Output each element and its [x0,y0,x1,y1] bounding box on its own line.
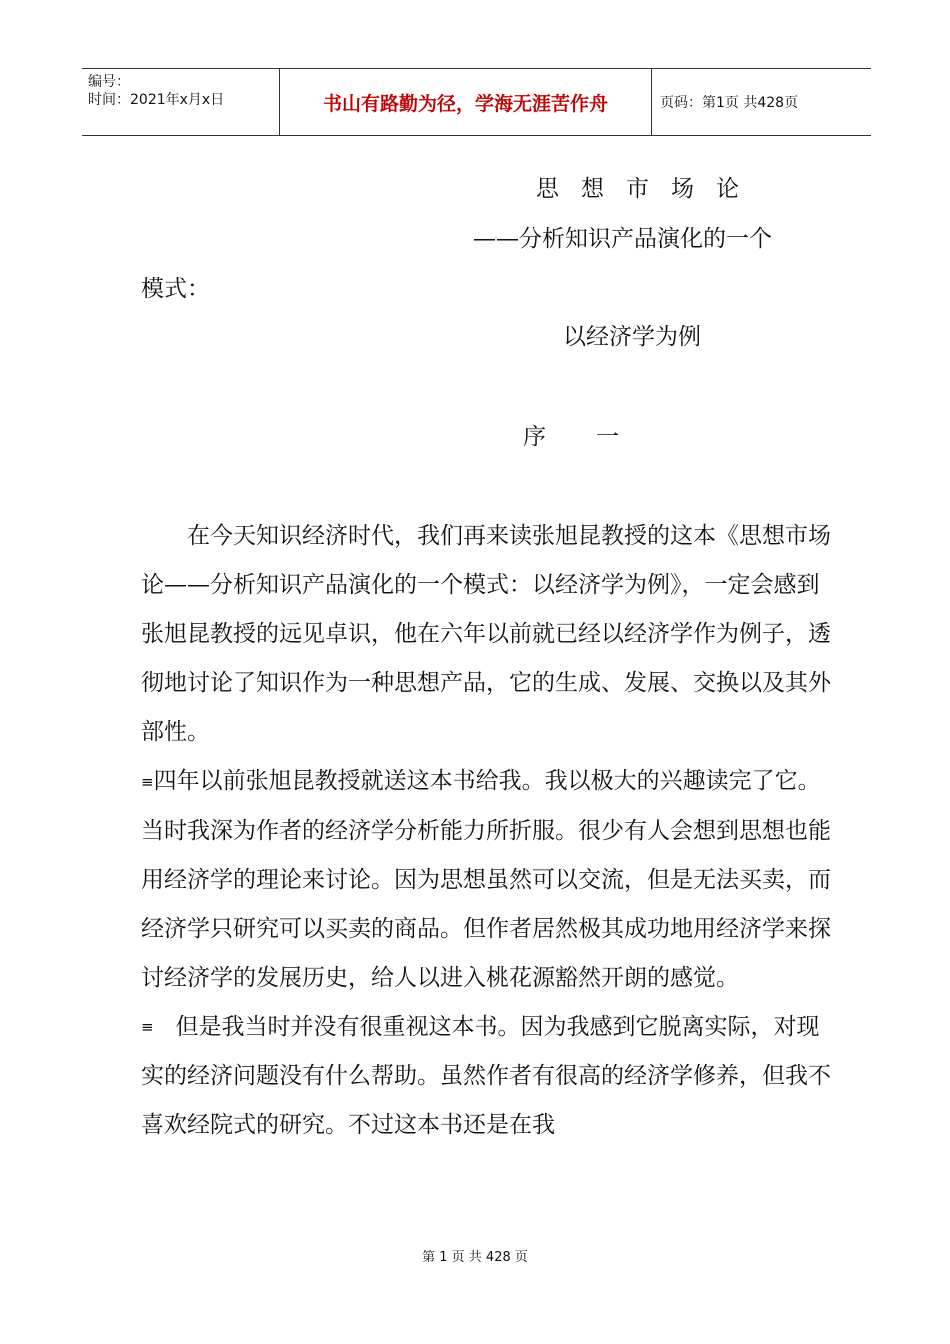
paragraph-2 [141,757,841,1003]
paragraph-mark: ≡ [141,1018,154,1036]
paragraph-1-text: 在今天知识经济时代，我们再来读张旭昆教授的这本《思想市场论——分析知识产品演化的一个模式：以经济学为例》，一定会感到张旭昆教授的远见卓识，他在六年以前就已经以经济学作为例子，透彻地讨论了知识作为一种思想产品，它的生成、发展、交换以及其外部性。 [141,523,831,745]
paragraph-2-text: 四年以前张旭昆教授就送这本书给我。我以极大的兴趣读完了它。当时我深为作者的经济学分析能力所折服。很少有人会想到思想也能用经济学的理论来讨论。因为思想虽然可以交流，但是无法买卖，而经济学只研究可以买卖的商品。但作者居然极其成功地用经济学来探讨经济学的发展历史，给人以进入桃花源豁然开朗的感觉。 [141,768,831,991]
subtitle-line-1: ——分析知识产品演化的一个 [473,226,772,252]
page-header [82,68,871,136]
page-footer: 第 1 页 共 428 页 [422,1250,528,1265]
subtitle-line-3: 以经济学为例 [563,324,701,350]
preface-heading: 序一 [523,424,669,450]
header-motto: 书山有路勤为径，学海无涯苦作舟 [280,69,652,135]
paragraph-mark: ≡ [141,772,154,791]
paragraph-3 [141,1003,841,1151]
document-title: 思想市场论 [536,176,761,202]
number-label: 编号： [88,74,130,90]
time-label: 时间：2021年x月x日 [88,92,225,108]
header-page-info: 页码：第1页 共428页 [660,95,799,111]
paragraph-3-text: 但是我当时并没有很重视这本书。因为我感到它脱离实际，对现实的经济问题没有什么帮助。虽然作者有很高的经济学修养，但我不喜欢经院式的研究。不过这本书还是在我 [141,1013,831,1138]
header-meta [82,69,280,135]
body-text [141,512,841,1150]
subtitle-line-2: 模式： [141,276,210,302]
paragraph-1 [141,512,841,757]
